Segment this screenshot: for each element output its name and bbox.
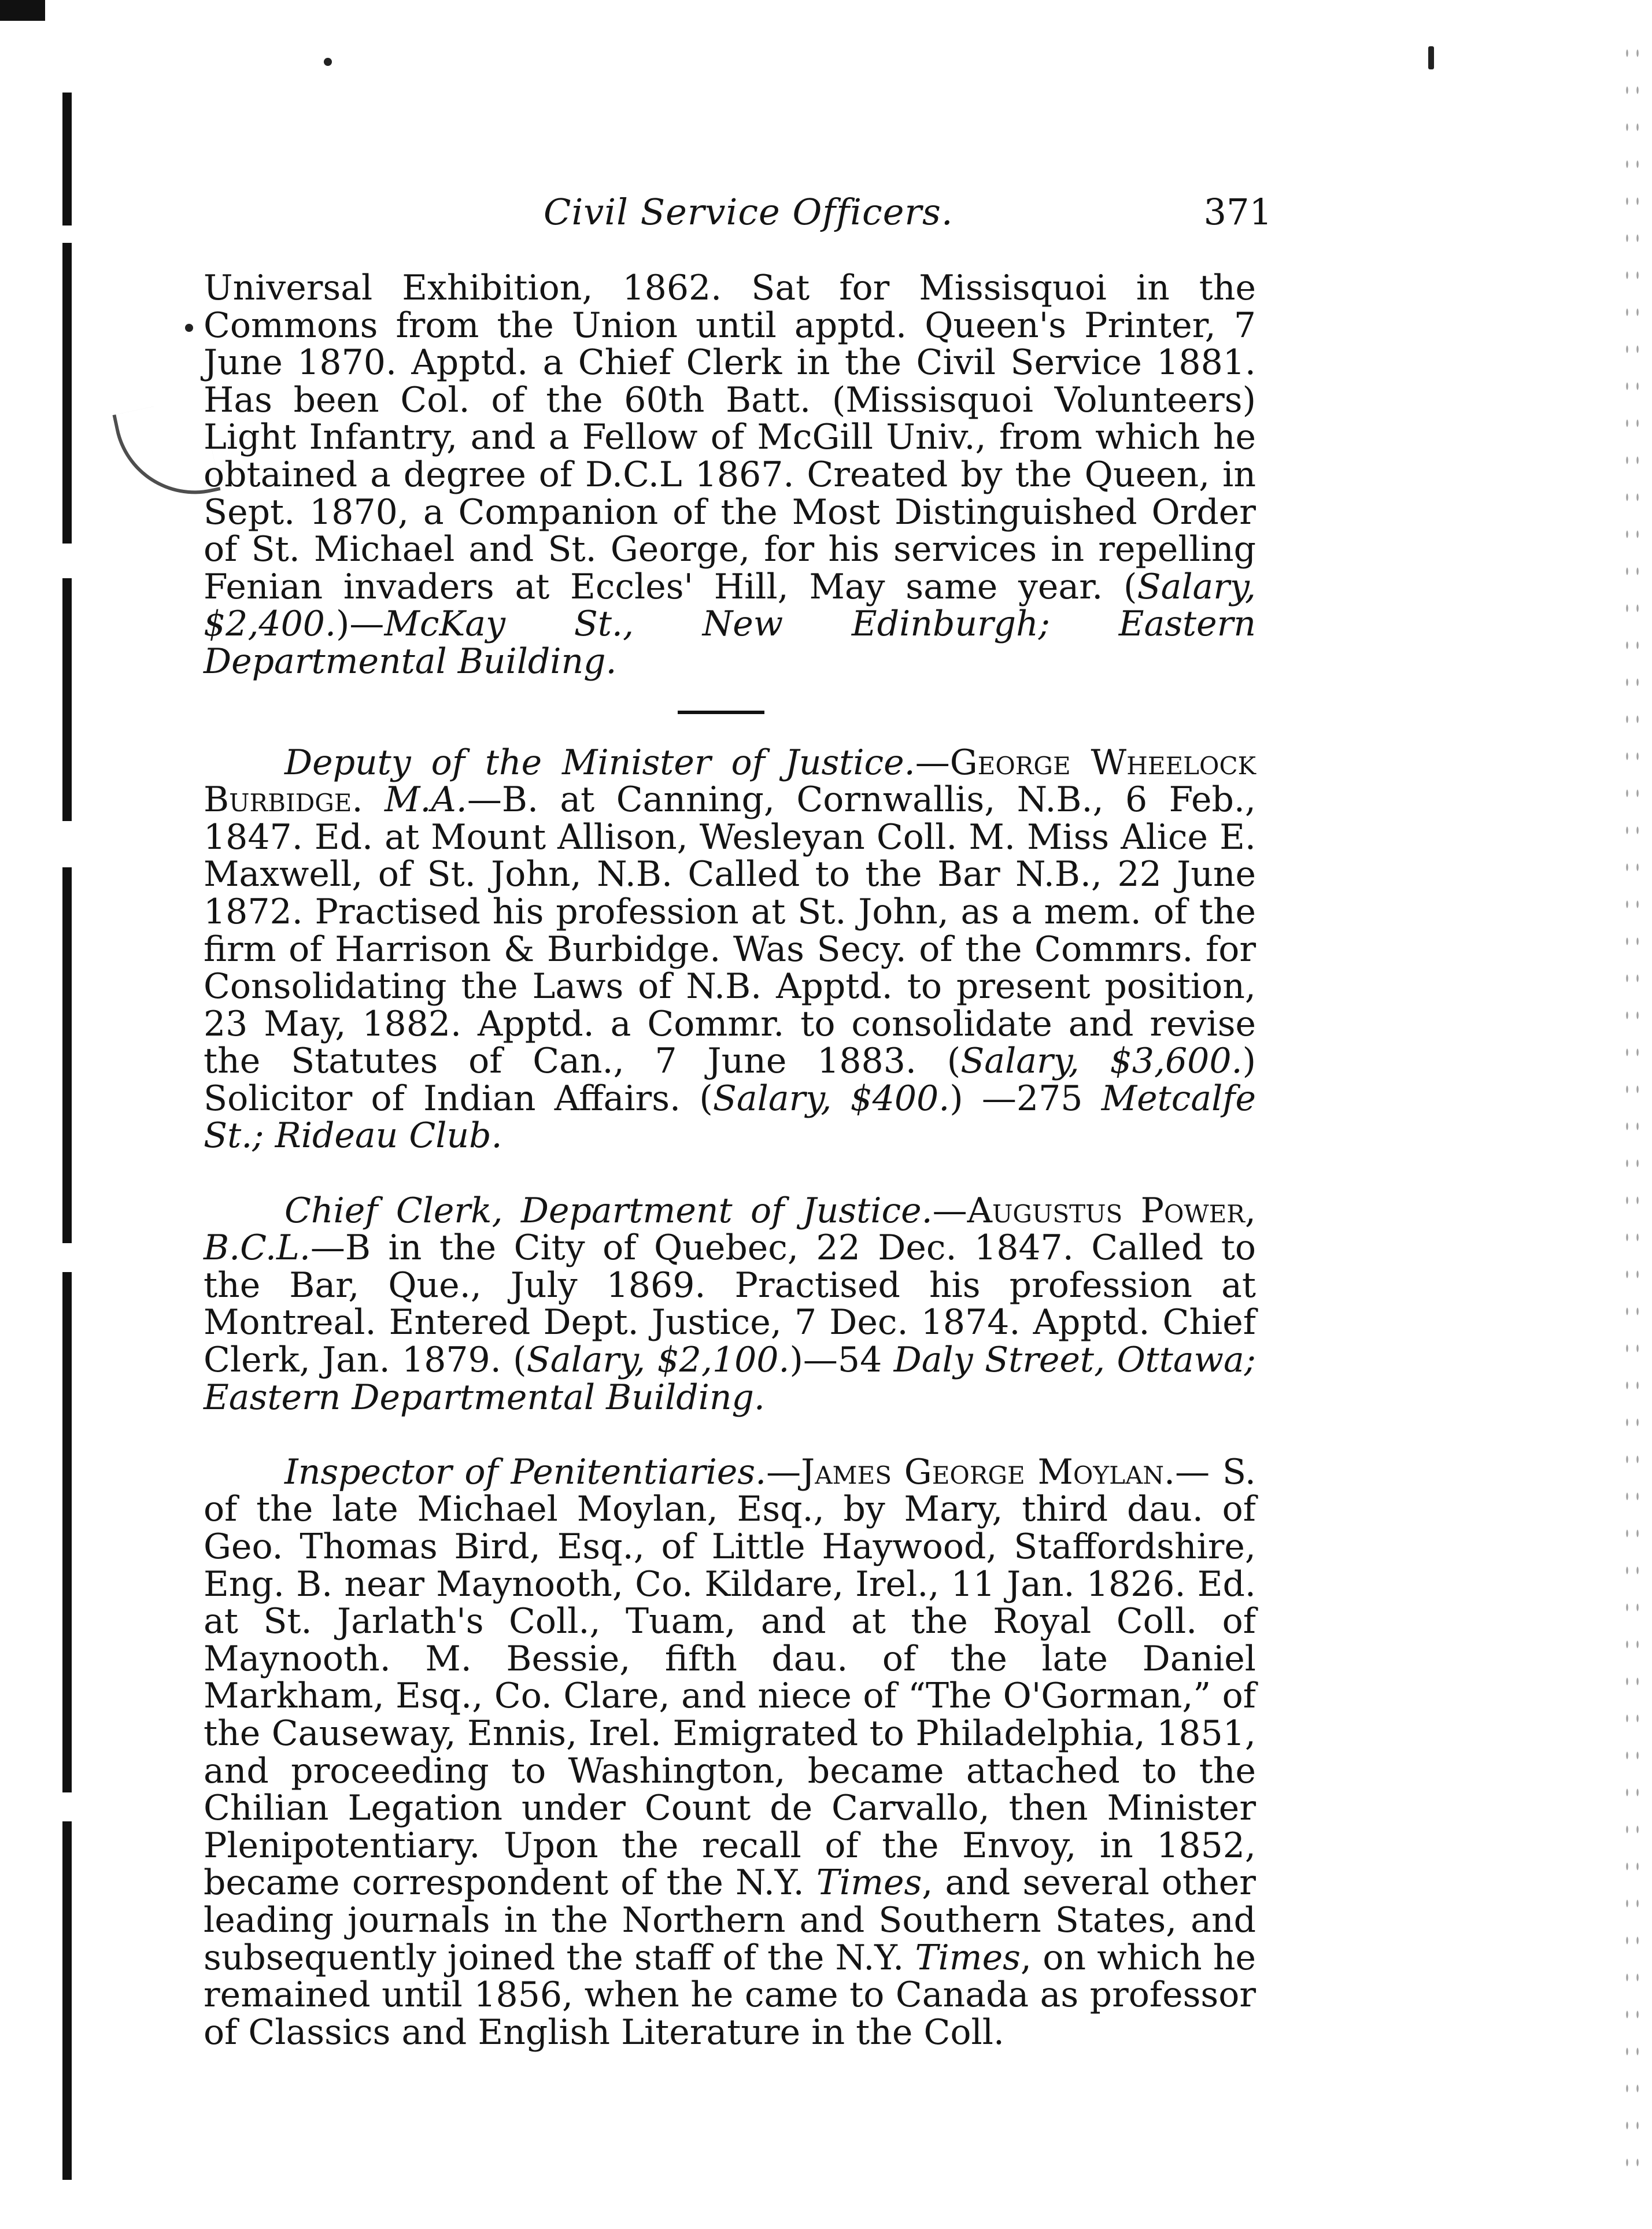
margin-noise [1622,35,1639,2174]
paragraph-gap [204,1416,1256,1454]
entry-text: —B. at Canning, Cornwallis, N.B., 6 Feb., 1847. Ed. at Mount Allison, Wesleyan Coll. M. Miss Alice E. Maxwell, of St. John, N.B. Called to the Bar N.B., 22 June 1872. Practised his profession at St. John, as a mem. of the firm of Harrison & Burbidge. Was Secy. of the Commrs. for Consolidating the Laws of N.B. Apptd. to present position, 23 May, 1882. Apptd. a Commr. to consolidate and revise the Statutes of Can., 7 June 1883. ( [204,779,1256,1082]
page-number: 371 [1203,191,1272,233]
person-name: James George Moylan. [801,1451,1176,1492]
binding-edge [62,93,72,226]
binding-edge [62,1272,72,1792]
page-header [173,191,1272,243]
newspaper-title: Times [816,1862,922,1903]
dash: )— [336,604,385,645]
running-head: Civil Service Officers. [544,191,953,233]
salary: Salary, $2,400. [204,566,1256,645]
degree: B.C.L. [204,1228,311,1269]
binding-edge [62,578,72,821]
salary: Salary, $3,600. [960,1041,1243,1082]
newspaper-title: Times [915,1937,1021,1978]
salary: Salary, $2,100. [526,1340,790,1381]
binding-edge [62,243,72,544]
scan-edge-mark [0,0,45,21]
dash: — [766,1451,801,1492]
entry-text: , on which he remained until 1856, when he came to Canada as professor of Classics and English Literature in the Coll. [204,1937,1256,2053]
address: McKay St., New Edinburgh; Eastern Departmental Building. [204,604,1256,682]
binding-edge [62,1821,72,2180]
entry-title: Chief Clerk, Department of Justice. [284,1190,933,1231]
entry-paragraph [204,1192,1256,1417]
person-name: Augustus Power, [967,1190,1256,1231]
entry-text: , and several other leading journals in the Northern and Southern States, and subsequently joined the staff of the N.Y. [204,1862,1256,1978]
paragraph-gap [204,1155,1256,1192]
entry-title: Deputy of the Minister of Justice. [284,742,915,783]
dash: — [932,1190,967,1231]
binding-edge [62,867,72,1243]
entry-title: Inspector of Penitentiaries. [284,1451,767,1492]
dash: — [915,742,950,783]
salary: Salary, $400. [712,1078,950,1119]
degree: M.A. [384,779,467,820]
entry-text: —B in the City of Quebec, 22 Dec. 1847. Called to the Bar, Que., July 1869. Practised his profession at Montreal. Entered Dept. Justice, 7 Dec. 1874. Apptd. Chief Clerk, Jan. 1879. ( [204,1228,1256,1381]
continuation-paragraph [204,269,1256,681]
address: Metcalfe St.; Rideau Club. [204,1078,1256,1156]
page-body [204,269,1256,2051]
entry-text: — S. of the late Michael Moylan, Esq., by Mary, third dau. of Geo. Thomas Bird, Esq., of Little Haywood, Staffordshire, Eng. B. near Maynooth, Co. Kildare, Irel., 11 Jan. 1826. Ed. at St. Jarlath's Coll., Tuam, and at the Royal Coll. of Maynooth. M. Bessie, fifth dau. of the late Daniel Markham, Esq., Co. Clare, and niece of “The O'Gorman,” of the Causeway, Ennis, Irel. Emigrated to Philadelphia, 1851, and proceeding to Washington, became attached to the Chilian Legation under Count de Carvallo, then Minister Plenipotentiary. Upon the recall of the Envoy, in 1852, became correspondent of the N.Y. [204,1451,1256,1903]
ink-speck [1428,46,1434,69]
person-name: George Wheelock Burbidge. [204,742,1256,820]
entry-text: )—54 [789,1340,894,1381]
continuation-text: Universal Exhibition, 1862. Sat for Missisquoi in the Commons from the Union until apptd. Queen's Printer, 7 June 1870. Apptd. a Chief Clerk in the Civil Service 1881. Has been Col. of the 60th Batt. (Missisquoi Volunteers) Light Infantry, and a Fellow of McGill Univ., from which he obtained a degree of D.C.L 1867. Created by the Queen, in Sept. 1870, a Companion of the Most Distinguished Order of St. Michael and St. George, for his services in repelling Fenian invaders at Eccles' Hill, May same year. ( [204,268,1256,607]
ink-speck [324,58,332,66]
section-divider [204,681,1256,744]
entry-text: ) —275 [949,1078,1102,1119]
entry-text: ) Solicitor of Indian Affairs. ( [204,1041,1256,1119]
address: Daly Street, Ottawa; Eastern Departmental Building. [204,1340,1256,1418]
divider-rule [678,711,764,714]
entry-paragraph [204,744,1256,1155]
entry-paragraph [204,1451,1256,2053]
ink-speck [185,324,193,332]
